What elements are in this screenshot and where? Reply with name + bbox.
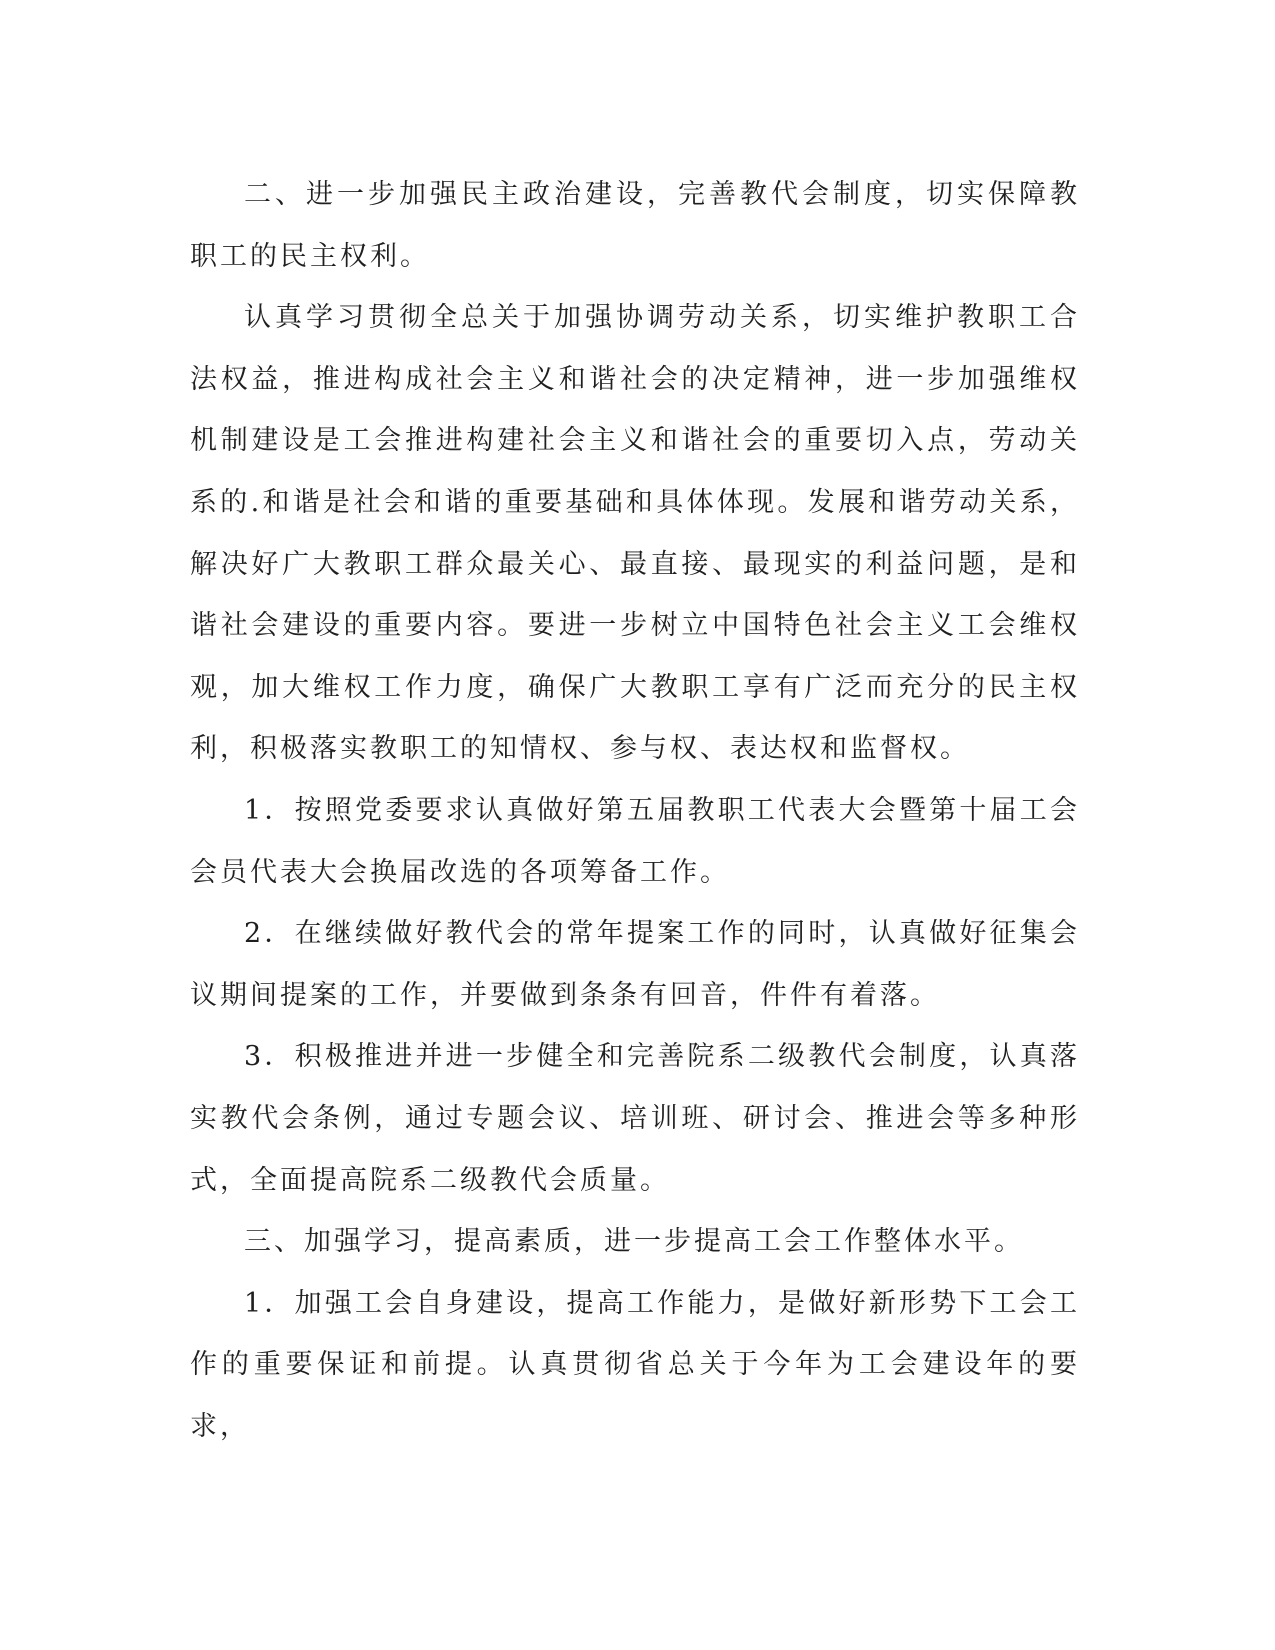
list-item: 2．在继续做好教代会的常年提案工作的同时，认真做好征集会议期间提案的工作，并要做到条条有回音，件件有着落。 [190,918,1080,1011]
paragraph: 认真学习贯彻全总关于加强协调劳动关系，切实维护教职工合法权益，推进构成社会主义和谐社会的决定精神，进一步加强维权机制建设是工会推进构建社会主义和谐社会的重要切入点，劳动关系的.和谐是社会和谐的重要基础和具体体现。发展和谐劳动关系，解决好广大教职工群众最关心、最直接、最现实的利益问题，是和谐社会建设的重要内容。要进一步树立中国特色社会主义工会维权观，加大维权工作力度，确保广大教职工享有广泛而充分的民主权利，积极落实教职工的知情权、参与权、表达权和监督权。 [190,302,1080,765]
list-item: 1．按照党委要求认真做好第五届教职工代表大会暨第十届工会会员代表大会换届改选的各项筹备工作。 [190,794,1080,888]
list-item: 3．积极推进并进一步健全和完善院系二级教代会制度，认真落实教代会条例，通过专题会议、培训班、研讨会、推进会等多种形式，全面提高院系二级教代会质量。 [190,1041,1080,1196]
list-item: 1．加强工会自身建设，提高工作能力，是做好新形势下工会工作的重要保证和前提。认真贯彻省总关于今年为工会建设年的要求， [190,1287,1080,1442]
paragraph-heading-2: 二、进一步加强民主政治建设，完善教代会制度，切实保障教职工的民主权利。 [190,179,1080,272]
paragraph-heading-3: 三、加强学习，提高素质，进一步提高工会工作整体水平。 [244,1226,1024,1258]
document-body [190,164,1080,1457]
